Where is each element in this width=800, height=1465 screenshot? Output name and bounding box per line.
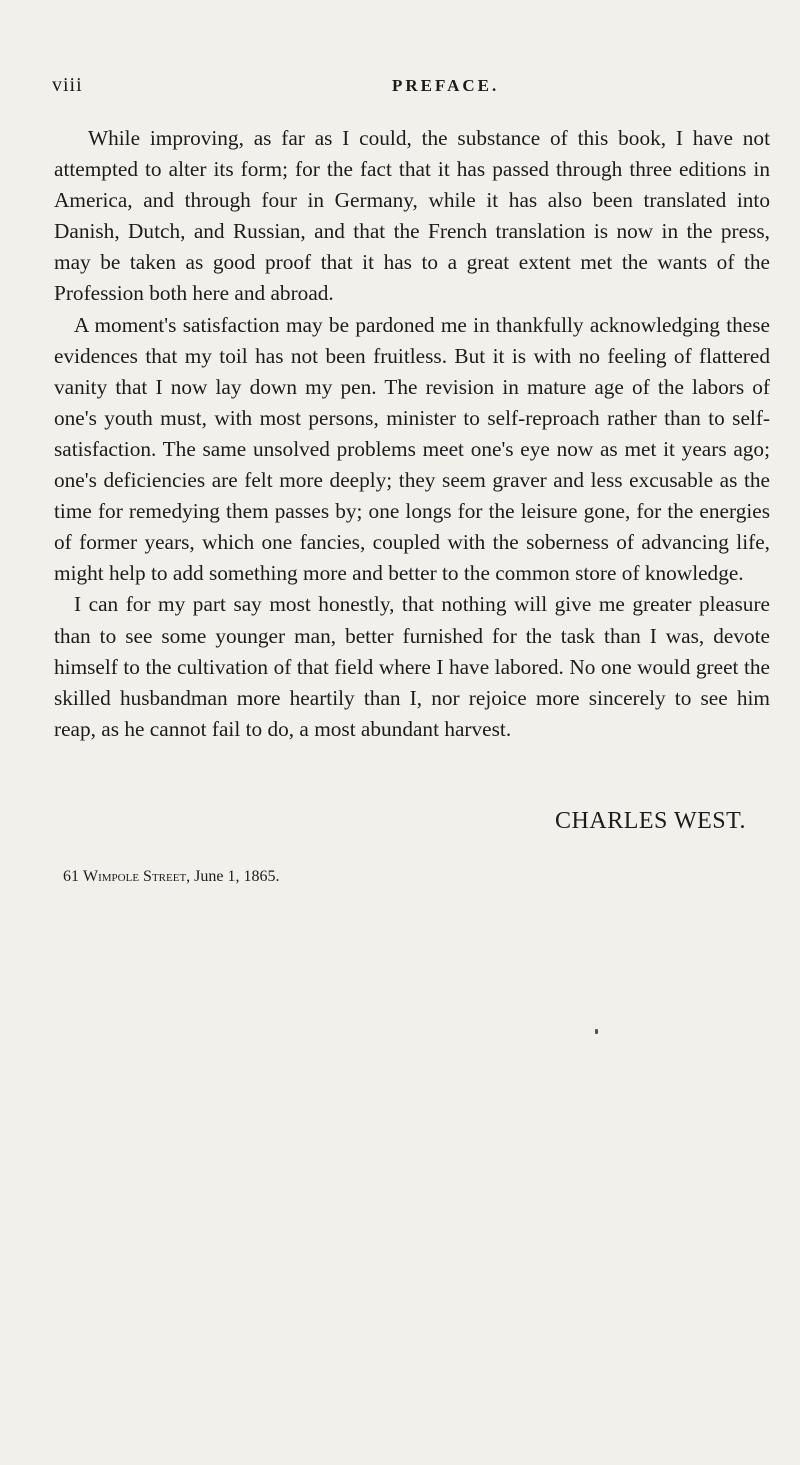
dateline: [63, 868, 280, 886]
dateline-date: , June 1, 1865.: [186, 868, 280, 885]
paper-speck: [595, 1029, 598, 1034]
dateline-street: Wimpole Street: [83, 868, 187, 885]
paragraph-1: While improving, as far as I could, the substance of this book, I have not attempted to alter its form; for the fact that it has passed through three editions in America, and through four in Germany, while it has also been translated into Danish, Dutch, and Russian, and that the French translation is now in the press, may be taken as good proof that it has to a great extent met the wants of the Profession both here and abroad.: [54, 126, 770, 306]
paragraph-3: I can for my part say most honestly, that nothing will give me greater pleasure than to see some younger man, better furnished for the task than I was, devote himself to the cultivation of that field where I have labored. No one would greet the skilled husbandman more heartily than I, nor rejoice more sincerely to see him reap, as he cannot fail to do, a most abundant harvest.: [54, 592, 770, 741]
author-signature: CHARLES WEST.: [555, 808, 746, 834]
dateline-number: 61: [63, 868, 79, 885]
page-header: [52, 74, 772, 98]
paragraph-2: A moment's satisfaction may be pardoned me in thankfully acknowledging these evidences that my toil has not been fruitless. But it is with no feeling of flattered vanity that I now lay down my pen. The revision in mature age of the labors of one's youth must, with most persons, minister to self-reproach rather than to self-satisfaction. The same unsolved problems meet one's eye now as met it years ago; one's deficiencies are felt more deeply; they seem graver and less excusable as the time for remedying them passes by; one longs for the leisure gone, for the energies of former years, which one fancies, coupled with the soberness of advancing life, might help to add something more and better to the common store of knowledge.: [54, 312, 770, 586]
running-head: PREFACE.: [392, 76, 500, 95]
preface-body: [54, 123, 770, 745]
page-number: viii: [52, 74, 83, 96]
